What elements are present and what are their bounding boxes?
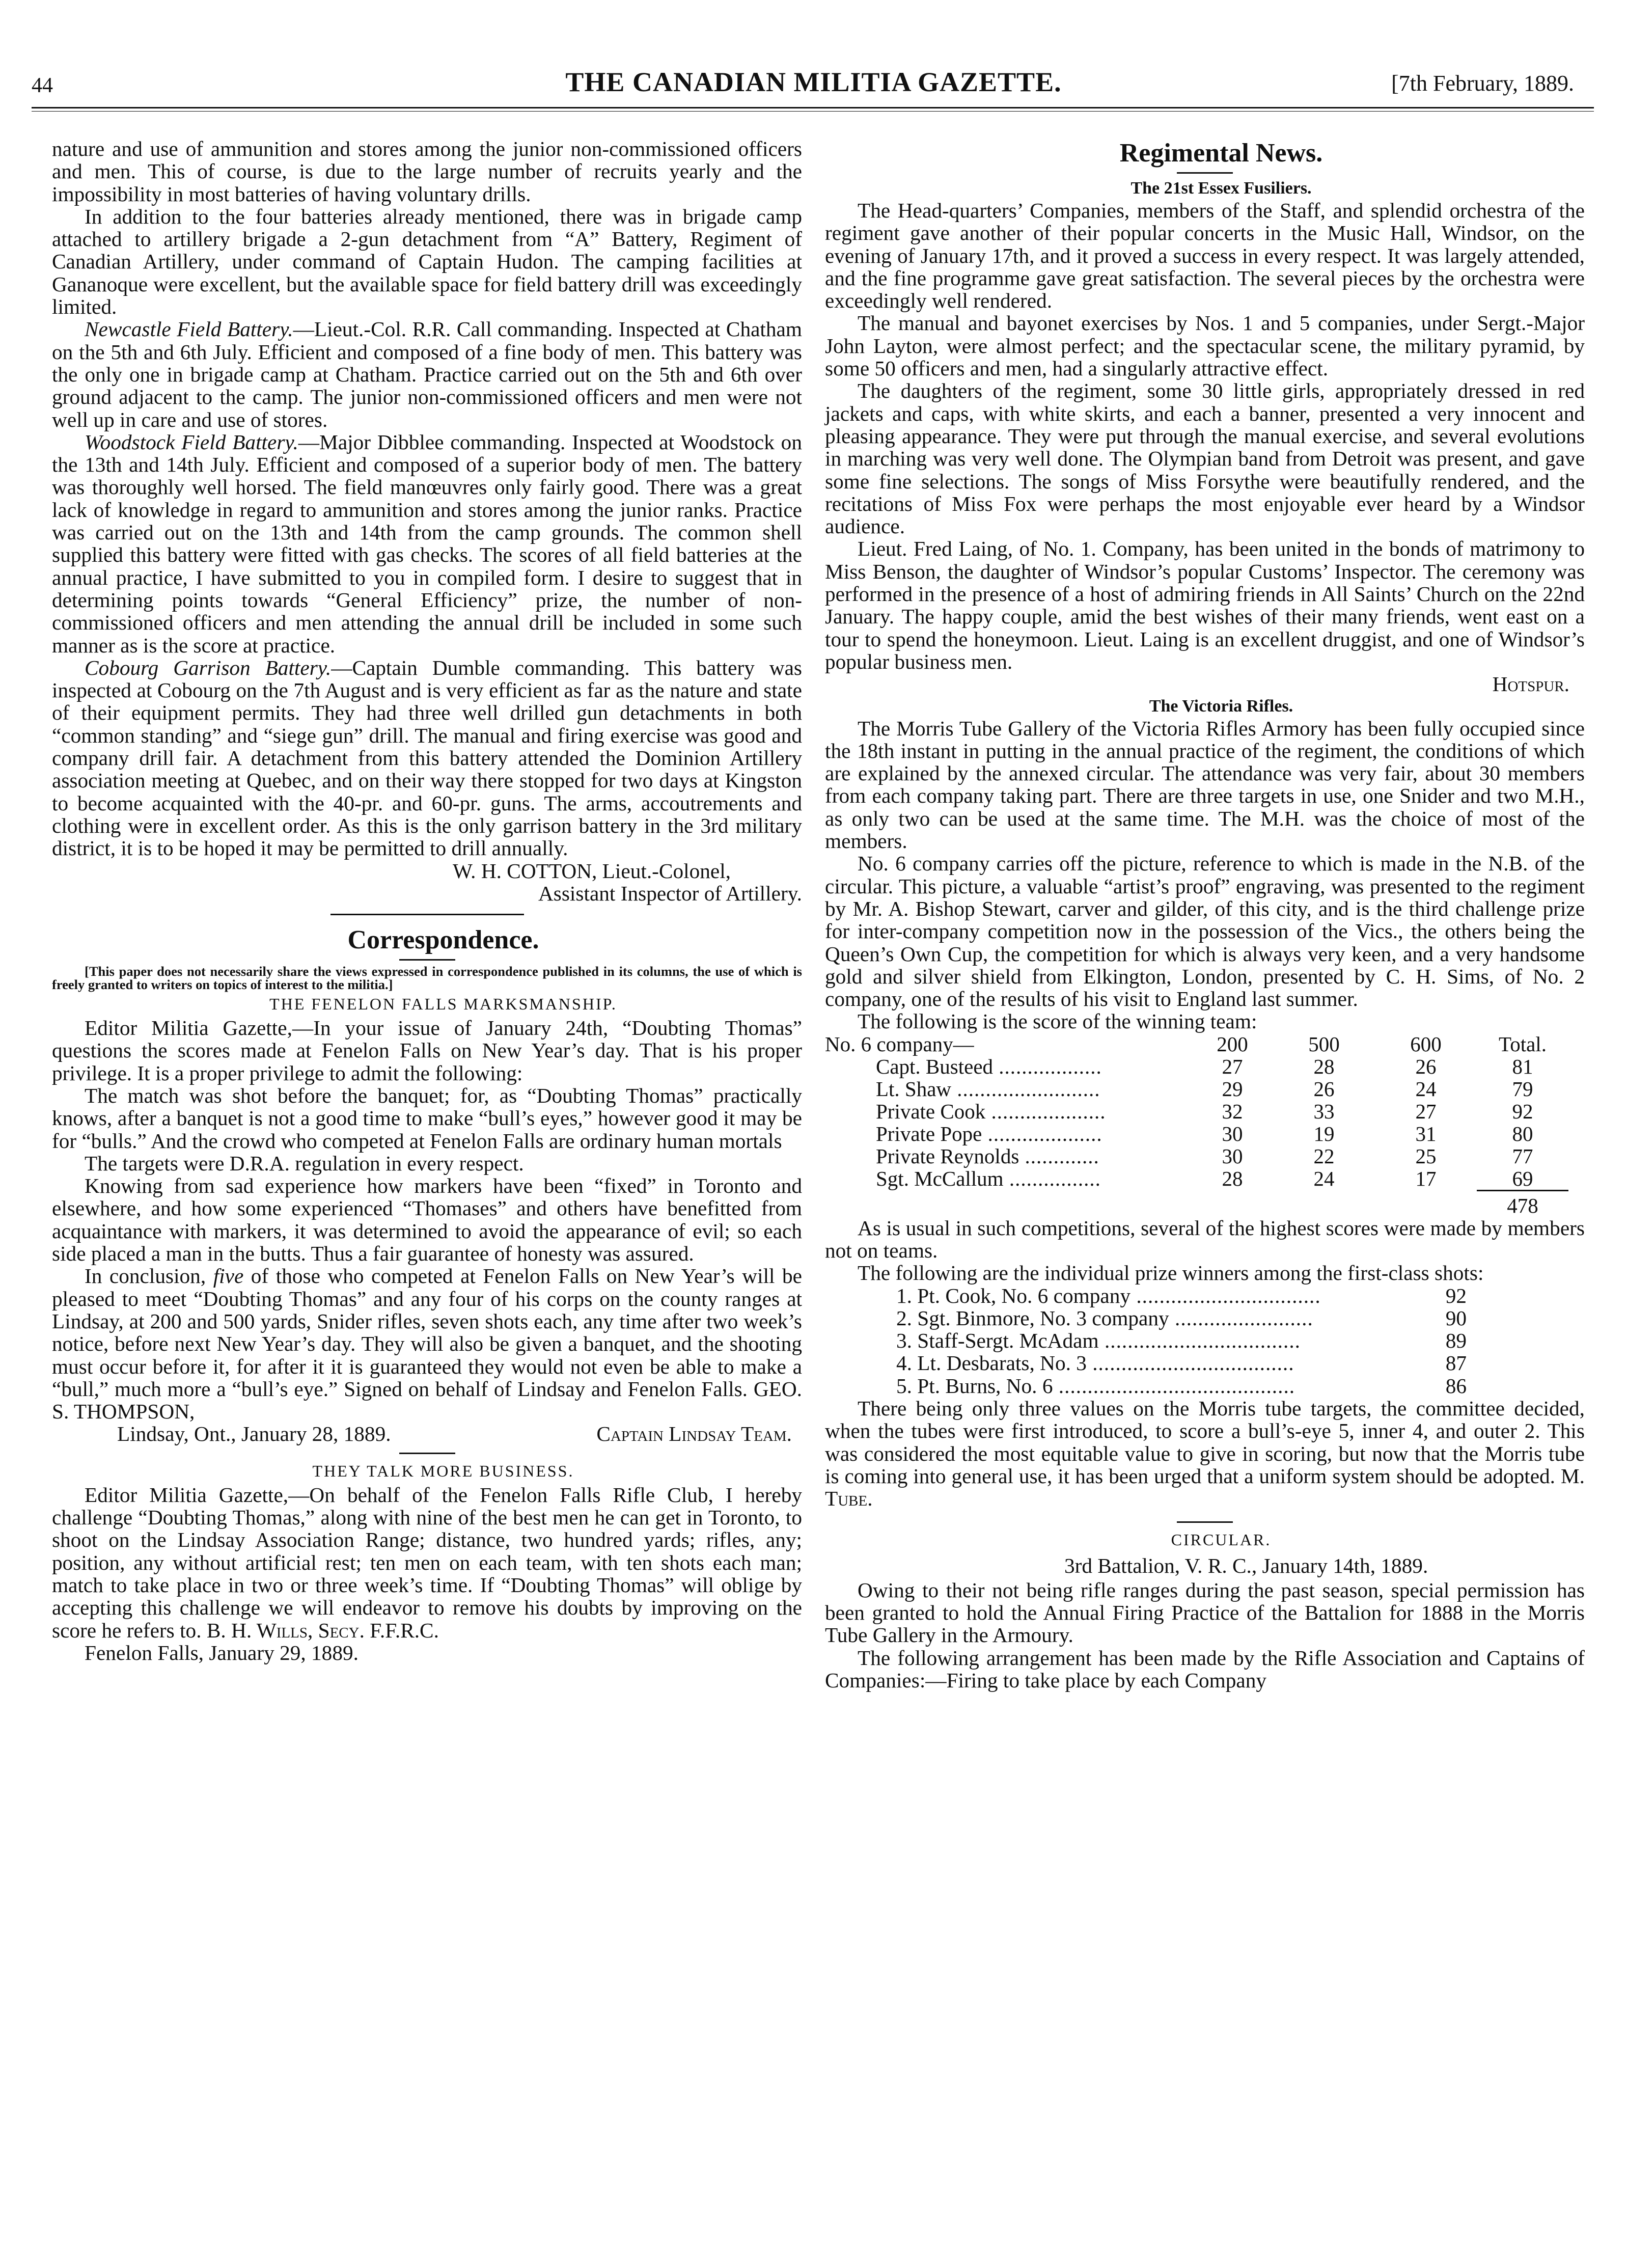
section-divider: [1177, 1521, 1233, 1523]
letter-paragraph: In conclusion, five of those who competed at Fenelon Falls on New Year’s will be pleased to meet “Doubting Thomas” and any four of his corps on the county ranges at Lindsay, at 200 and 500 yards, Snider rifles, seven shots each, any time after two week’s notice, before next New Year’s day. They will also be given a banquet, and the shooting must occur before it, for after it it is guaranteed they would not even be able to make a “bull,” much more a “bull’s eye.” Signed on behalf of Lindsay and Fenelon Falls. GEO. S. THOMPSON,: [52, 1264, 803, 1424]
table-row: Private Reynolds ............. 30 22 25 77: [825, 1145, 1568, 1167]
report-signature: W. H. COTTON, Lieut.-Colonel,: [453, 859, 731, 883]
heading-rule: [399, 959, 455, 961]
letter-signoff: [52, 1423, 802, 1445]
letter-paragraph: The targets were D.R.A. regulation in every respect.: [85, 1151, 524, 1175]
correspondence-heading: Correspondence.: [347, 925, 539, 955]
battery-report: [52, 318, 802, 430]
letter-signer-title: Captain Lindsay Team.: [596, 1422, 792, 1446]
news-paragraph: There being only three values on the Morris tube targets, the committee decided, when the tubes were first introduced, to score a bull’s-eye 5, inner 4, and outer 2. This was considered the most equitable value to give in scoring, but now that the Morris tube is coming into general use, it has been urged that a uniform system should be adopted. M. Tube.: [825, 1397, 1585, 1511]
table-row: Sgt. McCallum ................ 28 24 17 69: [825, 1167, 1568, 1191]
report-signature-title: Assistant Inspector of Artillery.: [538, 881, 802, 905]
list-item: 5. Pt. Burns, No. 6 ......................................... 86: [896, 1374, 1467, 1398]
right-column: [825, 138, 1585, 1691]
news-paragraph: The following is the score of the winning team:: [858, 1009, 1257, 1033]
regiment-heading: The 21st Essex Fusiliers.: [1130, 179, 1312, 198]
list-item: 4. Lt. Desbarats, No. 3 ................................... 87: [896, 1351, 1467, 1375]
circular-heading: CIRCULAR.: [1171, 1530, 1272, 1549]
section-divider: [330, 914, 524, 915]
shooter-name: Private Pope ....................: [876, 1122, 1102, 1145]
battery-name: Cobourg Garrison Battery.: [85, 655, 332, 679]
table-row: Capt. Busteed .................. 27 28 26 81: [825, 1055, 1568, 1078]
battery-report: [52, 657, 802, 860]
closing-signature: M. Tube.: [825, 1464, 1585, 1511]
letter-paragraph: The match was shot before the banquet; for, as “Doubting Thomas” practically knows, after a banquet is not a good time to make “bull’s eyes,” however good it may be for “bulls.” And the crowd who competed at Fenelon Falls are ordinary human mortals: [52, 1083, 802, 1153]
battery-report: [52, 431, 802, 657]
header-rule-thin: [32, 111, 1594, 112]
news-paragraph: No. 6 company carries off the picture, reference to which is made in the N.B. of the circular. This picture, a valuable “artist’s proof” engraving, was presented to the regiment by Mr. A. Bishop Stewart, carver and gilder, of this city, and is the third challenge prize for inter-company competition now in the possession of the Vics., the others being the Queen’s Own Cup, the competition for which is always very keen, and a very handsome gold and silver shield from Elkington, London, presented by C. H. Sims, of No. 2 company, one of the results of his visit to England last summer.: [825, 852, 1585, 1011]
report-paragraph: nature and use of ammunition and stores among the junior non-commissioned officers and men. This of course, is due to the large number of recruits yearly and the impossibility in most batteries of having voluntary drills.: [52, 137, 802, 206]
column-header: Total.: [1499, 1032, 1547, 1056]
regimental-news-heading: Regimental News.: [1119, 139, 1323, 168]
battery-name: Woodstock Field Battery.: [85, 430, 298, 454]
publication-title: THE CANADIAN MILITIA GAZETTE.: [565, 67, 1062, 97]
header-rule: [32, 107, 1594, 108]
news-paragraph: The daughters of the regiment, some 30 little girls, appropriately dressed in red jackets and caps, with white skirts, and each a banner, presented a very innocent and pleasing appearance. They were put through the manual exercise, and several evolutions in marching was very well done. The Olympian band from Detroit was present, and gave some fine selections. The songs of Miss Forsythe were beautifully rendered, and the recitations of Miss Fox were perhaps the most enjoyable ever heard by a Windsor audience.: [825, 379, 1585, 538]
letter-paragraph: Knowing from sad experience how markers have been “fixed” in Toronto and elsewhere, and how some experienced “Thomases” and others have benefitted from acquaintance with markers, it was determined to avoid the appearance of evil; so each side placed a man in the butts. Thus a fair guarantee of honesty was assured.: [52, 1174, 802, 1266]
table-row: Lt. Shaw ......................... 29 26 24 79: [825, 1078, 1568, 1100]
score-table-label: No. 6 company—: [825, 1032, 974, 1056]
letter-signer: GEO. S. THOMPSON,: [52, 1377, 803, 1424]
battery-name: Newcastle Field Battery.: [85, 317, 293, 341]
shooter-name: Private Cook ....................: [876, 1099, 1106, 1123]
circular-dateline: 3rd Battalion, V. R. C., January 14th, 1889.: [1064, 1553, 1428, 1577]
list-item: 3. Staff-Sergt. McAdam .................................. 89: [896, 1329, 1467, 1353]
news-paragraph: The manual and bayonet exercises by Nos. 1 and 5 companies, under Sergt.-Major John Layton, were almost perfect; and the spectacular scene, the military pyramid, by some 50 officers and men, had a singularly attractive effect.: [825, 311, 1585, 380]
page-number: 44: [32, 74, 53, 97]
issue-date: [7th February, 1889.: [1391, 71, 1574, 96]
shooter-name: Sgt. McCallum ................: [876, 1167, 1101, 1191]
shooter-name: Lt. Shaw .........................: [876, 1077, 1100, 1101]
table-row: Private Pope .................... 30 19 31 80: [825, 1123, 1568, 1145]
editorial-disclaimer: [This paper does not necessarily share the views expressed in correspondence published in its columns, the use of which is freely granted to writers on topics of interest to the militia.]: [52, 964, 802, 993]
battery-text: —Lieut.-Col. R.R. Call commanding. Inspected at Chatham on the 5th and 6th July. Efficient and composed of a fine body of men. This battery was the only one in brigade camp at Chatham. Practice carried out on the 5th and 6th over ground adjacent to the camp. The junior non-commissioned officers and men were not well up in care and use of stores.: [52, 317, 802, 431]
battery-text: —Captain Dumble commanding. This battery was inspected at Cobourg on the 7th August and is very efficient as far as the nature and state of their equipment permits. They had three well drilled gun detachments in both “common standing” and “siege gun” drill. The manual and firing exercise was good and company drill fair. A detachment from this battery attended the Dominion Artillery association meeting at Quebec, and on their way there stopped for two days at Kingston to become acquainted with the 40-pr. and 60-pr. guns. The arms, accoutrements and clothing were in excellent order. As this is the only garrison battery in the 3rd military district, it is to be hoped it may be permitted to drill annually.: [52, 655, 802, 860]
table-row: Private Cook .................... 32 33 27 92: [825, 1100, 1568, 1123]
score-table-header: [825, 1033, 1568, 1055]
letter-paragraph: Editor Militia Gazette,—In your issue of January 24th, “Doubting Thomas” questions the scores made at Fenelon Falls on New Year’s day. That is his proper privilege. It is a proper privilege to admit the following:: [52, 1016, 802, 1085]
news-paragraph: The Morris Tube Gallery of the Victoria Rifles Armory has been fully occupied since the 18th instant in putting in the annual practice of the regiment, the conditions of which are explained by the annexed circular. The attendance was very fair, about 30 members from each company taking part. There are three targets in use, one Snider and two M.H., as only two can be used at the same time. The M.H. was the choice of most of the members.: [825, 716, 1585, 853]
letter-heading: THE FENELON FALLS MARKSMANSHIP.: [269, 995, 617, 1014]
news-paragraph: The Head-quarters’ Companies, members of the Staff, and splendid orchestra of the regiment gave another of their popular concerts in the Music Hall, Windsor, on the evening of January 17th, and it proved a success in every respect. It was largely attended, and the fine programme gave great satisfaction. The several pieces by the orchestra were exceedingly well rendered.: [825, 199, 1585, 313]
news-paragraph: Lieut. Fred Laing, of No. 1. Company, has been united in the bonds of matrimony to Miss Benson, the daughter of Windsor’s popular Customs’ Inspector. The ceremony was performed in the presence of a host of admiring friends in All Saints’ Church on the 22nd January. The happy couple, amid the best wishes of their many friends, went east on a tour to spend the honeymoon. Lieut. Laing is an excellent druggist, and one of Windsor’s popular business men.: [825, 537, 1585, 673]
column-header: 500: [1308, 1032, 1340, 1056]
news-paragraph: As is usual in such competitions, several of the highest scores were made by members not on teams.: [825, 1216, 1585, 1262]
list-item: 2. Sgt. Binmore, No. 3 company ........................ 90: [896, 1306, 1467, 1330]
letter-place-date: Lindsay, Ont., January 28, 1889.: [117, 1422, 391, 1446]
circular-paragraph: The following arrangement has been made by the Rifle Association and Captains of Companies:—Firing to take place by each Company: [825, 1646, 1585, 1692]
letter-place-date: Fenelon Falls, January 29, 1889.: [85, 1641, 359, 1664]
prize-list: [825, 1285, 1585, 1397]
battery-text: —Major Dibblee commanding. Inspected at Woodstock on the 13th and 14th July. Efficient and composed of a superior body of men. The battery was thoroughly well horsed. The field manœuvres only fairly good. There was a great lack of knowledge in regard to ammunition and stores among the junior ranks. Practice was carried out on the 13th and 14th from the camp grounds. The common shell supplied this battery were fitted with gas checks. The scores of all field batteries at the annual practice, I have submitted to you in compiled form. I desire to suggest that in determining points towards “General Efficiency” prize, the number of non-commissioned officers and men attending the annual drill be included in some such manner as is the score at practice.: [52, 430, 802, 657]
left-column: [52, 138, 802, 1664]
letter-signer: B. H. Wills, Secy. F.F.R.C.: [206, 1618, 439, 1642]
column-header: 600: [1410, 1032, 1442, 1056]
column-header: 200: [1217, 1032, 1248, 1056]
section-divider: [399, 1453, 455, 1454]
shooter-name: Private Reynolds .............: [876, 1144, 1099, 1168]
regiment-heading: The Victoria Rifles.: [1149, 696, 1293, 716]
score-table: [825, 1033, 1568, 1217]
team-total: 478: [1507, 1193, 1538, 1217]
report-paragraph: In addition to the four batteries already mentioned, there was in brigade camp attached to artillery brigade a 2-gun detachment from “A” Battery, Regiment of Canadian Artillery, under command of Captain Hudon. The camping facilities at Gananoque were excellent, but the available space for field battery drill was exceedingly limited.: [52, 204, 802, 319]
heading-rule: [1177, 172, 1233, 174]
letter-heading: THEY TALK MORE BUSINESS.: [312, 1461, 574, 1480]
circular-paragraph: Owing to their not being rifle ranges during the past season, special permission has been granted to hold the Annual Firing Practice of the Battalion for 1888 in the Morris Tube Gallery in the Armoury.: [825, 1578, 1585, 1647]
shooter-name: Capt. Busteed ..................: [876, 1054, 1102, 1078]
table-total-row: [825, 1190, 1568, 1217]
letter-paragraph: Editor Militia Gazette,—On behalf of the Fenelon Falls Rifle Club, I hereby challenge “Doubting Thomas,” along with nine of the best men he can get in Toronto, to shoot on the Lindsay Association Range; distance, two hundred yards; rifles, any; position, any without artificial rest; ten men on each team, with ten shots each man; match to take place in two or three week’s time. If “Doubting Thomas” will oblige by accepting this challenge we will endeavor to remove his doubts by improving on the score he refers to. B. H. Wills, Secy. F.F.R.C.: [52, 1483, 802, 1642]
news-paragraph: The following are the individual prize winners among the first-class shots:: [858, 1261, 1484, 1285]
list-item: 1. Pt. Cook, No. 6 company ................................ 92: [896, 1283, 1467, 1307]
correspondent-signoff: Hotspur.: [1492, 672, 1569, 696]
